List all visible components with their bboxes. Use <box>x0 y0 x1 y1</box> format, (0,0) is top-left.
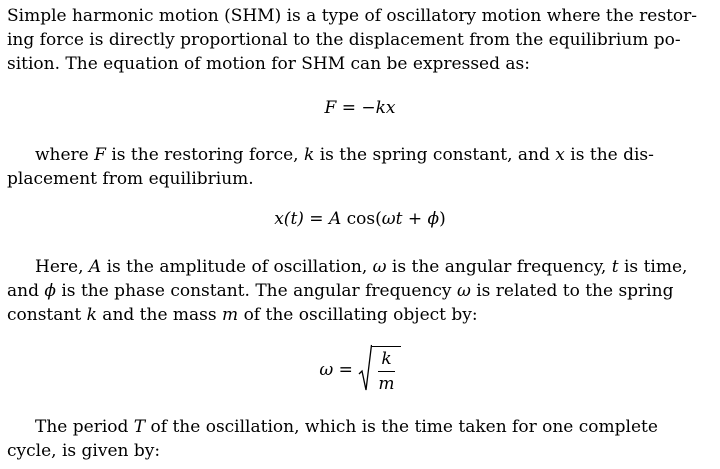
eq3-numerator: k <box>378 349 394 372</box>
eq2-lhs: x(t) <box>274 209 304 229</box>
eq2-omega-t: ωt <box>381 209 403 229</box>
eq1-rhs: kx <box>375 98 396 118</box>
text-fragment: is the dis- <box>564 145 654 165</box>
eq1-operator: = − <box>336 98 376 118</box>
text-fragment: The period <box>35 417 134 437</box>
symbol-x: x <box>555 145 565 165</box>
equation-angular-frequency <box>0 344 720 396</box>
symbol-m: m <box>222 305 239 325</box>
symbol-phi: ϕ <box>44 281 56 301</box>
symbol-T: T <box>133 417 146 437</box>
eq2-cos: cos( <box>341 209 382 229</box>
text-fragment: placement from equilibrium. <box>7 169 254 189</box>
text-fragment: where <box>35 145 95 165</box>
symbol-A: A <box>88 257 102 277</box>
text-fragment: and the mass <box>96 305 223 325</box>
text-fragment: is time, <box>618 257 688 277</box>
text-fragment: Here, <box>35 257 89 277</box>
text-fragment: and <box>7 281 45 301</box>
eq3-equals: = <box>333 360 359 380</box>
eq3-denominator: m <box>378 374 395 394</box>
symbol-omega: ω <box>456 281 471 301</box>
eq3-wrapper <box>319 344 400 396</box>
eq2-close-paren: ) <box>439 209 446 229</box>
symbol-omega: ω <box>372 257 387 277</box>
paragraph-intro-line-1: Simple harmonic motion (SHM) is a type of oscillatory motion where the restor- <box>7 6 698 26</box>
equation-position <box>0 207 720 231</box>
paragraph-amplitude-definitions <box>7 255 707 327</box>
symbol-k: k <box>86 305 97 325</box>
paragraph-intro <box>7 4 707 76</box>
text-fragment: of the oscillating object by: <box>238 305 478 325</box>
line-wrapper <box>0 303 478 327</box>
equation-force <box>0 96 720 120</box>
eq2-amplitude: A <box>328 209 342 229</box>
paragraph-intro-line-3: sition. The equation of motion for SHM can be expressed as: <box>7 54 530 74</box>
symbol-F: F <box>94 145 106 165</box>
paragraph-intro-line-2: ing force is directly proportional to the displacement from the equilibrium po- <box>7 30 681 50</box>
text-fragment: is the spring constant, and <box>314 145 556 165</box>
text-fragment: is related to the spring <box>470 281 674 301</box>
square-root-icon <box>358 344 372 396</box>
text-fragment: cycle, is given by: <box>7 441 161 461</box>
eq3-lhs: ω <box>319 360 334 380</box>
text-fragment: is the amplitude of oscillation, <box>101 257 373 277</box>
eq2-phi: ϕ <box>427 209 440 229</box>
paragraph-period <box>7 415 707 463</box>
text-fragment: of the oscillation, which is the time taken for one complete <box>145 417 658 437</box>
eq3-fraction <box>372 346 400 394</box>
text-fragment: is the restoring force, <box>105 145 304 165</box>
paragraph-force-definitions <box>7 143 707 191</box>
eq1-lhs: F <box>324 98 337 118</box>
text-fragment: constant <box>7 305 87 325</box>
symbol-k: k <box>304 145 315 165</box>
eq2-equals: = <box>303 209 329 229</box>
text-fragment: is the angular frequency, <box>386 257 612 277</box>
eq2-plus: + <box>402 209 428 229</box>
symbol-t: t <box>611 257 619 277</box>
text-fragment: is the phase constant. The angular frequency <box>55 281 457 301</box>
line-wrapper <box>0 279 673 303</box>
